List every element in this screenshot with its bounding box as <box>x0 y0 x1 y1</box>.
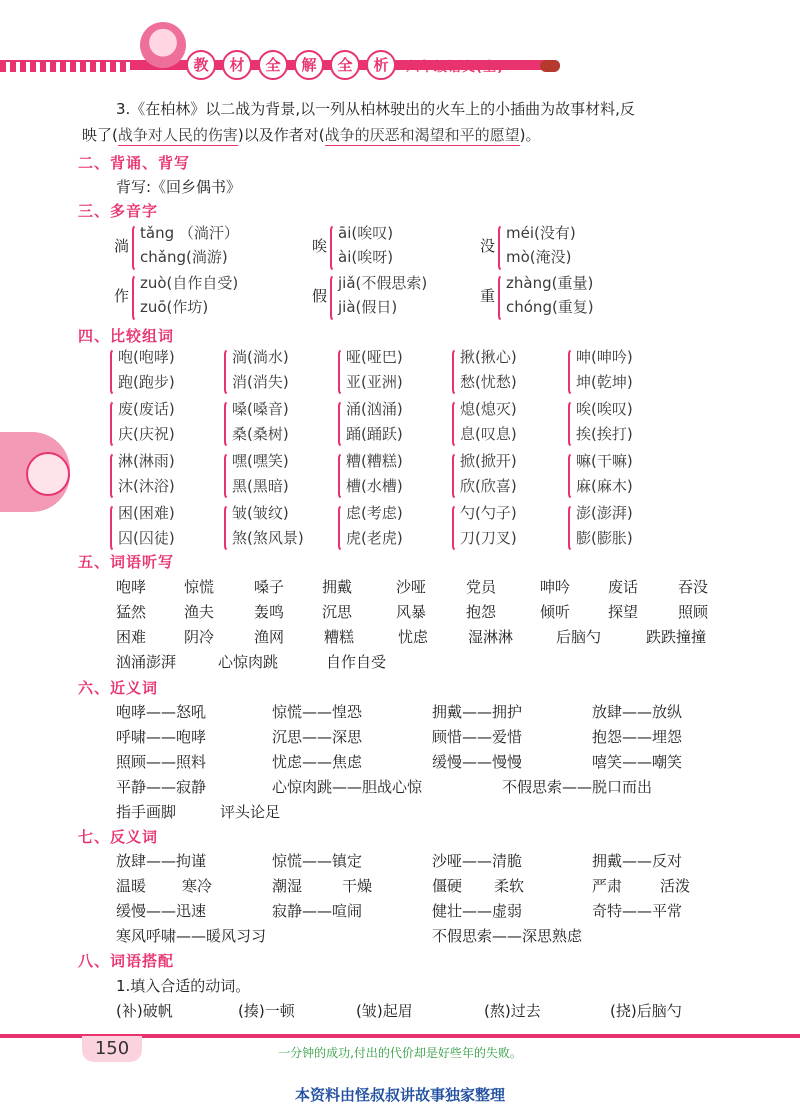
brace <box>338 348 346 396</box>
brace <box>568 348 576 396</box>
brace <box>110 400 118 448</box>
polyphone-char: 重 <box>480 287 496 305</box>
compare-word: 囚(囚徒) <box>118 529 175 547</box>
compare-word: 嘿(嘿笑) <box>232 452 289 470</box>
synonym-pair: 沉思——深思 <box>272 728 363 746</box>
polyphone-char: 淌 <box>114 237 130 255</box>
footer-quote: 一分钟的成功,付出的代价却是好些年的失败。 <box>278 1046 522 1060</box>
brace <box>224 348 232 396</box>
compare-word: 踊(踊跃) <box>346 425 403 443</box>
dictation-word: 猛然 <box>116 603 147 621</box>
section-title-recite: 二、背诵、背写 <box>78 154 191 172</box>
section-title-compare: 四、比较组词 <box>78 327 175 345</box>
dictation-word: 渔网 <box>254 628 285 646</box>
compare-word: 淌(淌水) <box>232 348 289 366</box>
dictation-word: 废话 <box>608 578 639 596</box>
header-dot-pattern <box>0 62 130 72</box>
compare-word: 欣(欣喜) <box>460 477 517 495</box>
brace <box>338 452 346 500</box>
antonym-pair: 柔软 <box>494 877 525 895</box>
collocation-item: (皱)起眉 <box>356 1002 413 1020</box>
compare-word: 沐(沐浴) <box>118 477 175 495</box>
dictation-word: 轰鸣 <box>254 603 285 621</box>
dictation-word: 风暴 <box>396 603 427 621</box>
synonym-pair: 忧虑——焦虑 <box>272 753 363 771</box>
brace <box>452 504 460 552</box>
compare-word: 消(消失) <box>232 373 289 391</box>
antonym-pair: 严肃 <box>592 877 623 895</box>
brace <box>132 274 140 322</box>
compare-word: 庆(庆祝) <box>118 425 175 443</box>
section-title-collocation: 八、词语搭配 <box>78 952 175 970</box>
antonym-pair: 僵硬 <box>432 877 463 895</box>
collocation-item: (揍)一顿 <box>238 1002 295 1020</box>
brace <box>452 348 460 396</box>
dictation-word: 困难 <box>116 628 147 646</box>
page-number: 150 <box>82 1036 142 1062</box>
antonym-pair: 放肆——拘谨 <box>116 852 207 870</box>
polyphone-reading: jià(假日) <box>338 298 398 316</box>
dictation-word: 自作自受 <box>326 653 387 671</box>
mascot-girl-icon <box>140 22 186 68</box>
brace <box>110 504 118 552</box>
compare-word: 坤(乾坤) <box>576 373 633 391</box>
dictation-word: 倾听 <box>540 603 571 621</box>
brace <box>568 400 576 448</box>
polyphone-char: 没 <box>480 237 496 255</box>
compare-word: 煞(煞风景) <box>232 529 304 547</box>
compare-word: 嗓(嗓音) <box>232 400 289 418</box>
dictation-word: 惊慌 <box>184 578 215 596</box>
polyphone-reading: méi(没有) <box>506 224 576 242</box>
synonym-pair: 抱怨——埋怨 <box>592 728 683 746</box>
compare-word: 糟(糟糕) <box>346 452 403 470</box>
title-char: 解 <box>294 50 324 80</box>
compare-word: 膨(膨胀) <box>576 529 633 547</box>
dictation-word: 阴冷 <box>184 628 215 646</box>
compare-word: 黑(黑暗) <box>232 477 289 495</box>
compare-word: 哑(哑巴) <box>346 348 403 366</box>
dictation-word: 忧虑 <box>398 628 429 646</box>
section-title-antonyms: 七、反义词 <box>78 828 159 846</box>
antonym-pair: 健壮——虚弱 <box>432 902 523 920</box>
compare-word: 勺(勺子) <box>460 504 517 522</box>
antonym-pair: 缓慢——迅速 <box>116 902 207 920</box>
dictation-word: 拥戴 <box>322 578 353 596</box>
brace <box>338 400 346 448</box>
compare-word: 咆(咆哮) <box>118 348 175 366</box>
title-char: 全 <box>330 50 360 80</box>
synonym-pair: 平静——寂静 <box>116 778 207 796</box>
dictation-word: 心惊肉跳 <box>218 653 279 671</box>
polyphone-reading: tǎng （淌汗） <box>140 224 239 242</box>
compare-word: 虑(考虑) <box>346 504 403 522</box>
brace <box>224 452 232 500</box>
polyphone-reading: chǎng(淌游) <box>140 248 228 266</box>
dictation-word: 湿淋淋 <box>468 628 514 646</box>
compare-word: 熄(熄灭) <box>460 400 517 418</box>
brace <box>498 224 506 272</box>
synonym-pair: 缓慢——慢慢 <box>432 753 523 771</box>
polyphone-char: 唉 <box>312 237 328 255</box>
compare-word: 麻(麻木) <box>576 477 633 495</box>
recite-text: 背写:《回乡偶书》 <box>116 178 242 196</box>
synonym-pair: 放肆——放纵 <box>592 703 683 721</box>
compare-word: 挨(挨打) <box>576 425 633 443</box>
antonym-pair: 活泼 <box>660 877 691 895</box>
compare-word: 息(叹息) <box>460 425 517 443</box>
pencil-icon <box>540 60 560 72</box>
intro-text: )。 <box>519 126 541 144</box>
compare-word: 跑(跑步) <box>118 373 175 391</box>
brace <box>224 504 232 552</box>
polyphone-char: 作 <box>114 287 130 305</box>
intro-line-2 <box>82 124 540 145</box>
title-char: 材 <box>222 50 252 80</box>
dictation-word: 党员 <box>466 578 497 596</box>
synonym-pair: 评头论足 <box>220 803 281 821</box>
compare-word: 亚(亚洲) <box>346 373 403 391</box>
synonym-pair: 顾惜——爱惜 <box>432 728 523 746</box>
dictation-word: 汹涌澎湃 <box>116 653 177 671</box>
compare-word: 淋(淋雨) <box>118 452 175 470</box>
compare-word: 唉(唉叹) <box>576 400 633 418</box>
compare-word: 刀(刀叉) <box>460 529 517 547</box>
section-title-polyphones: 三、多音字 <box>78 202 159 220</box>
polyphone-reading: āi(唉叹) <box>338 224 394 242</box>
dictation-word: 照顾 <box>678 603 709 621</box>
antonym-pair: 寒风呼啸——暖风习习 <box>116 927 267 945</box>
intro-answer-2: 战争的厌恶和渴望和平的愿望 <box>324 126 520 144</box>
brace <box>452 400 460 448</box>
mascot-face-icon <box>26 452 70 496</box>
polyphone-reading: zhàng(重量) <box>506 274 594 292</box>
antonym-pair: 拥戴——反对 <box>592 852 683 870</box>
dictation-word: 探望 <box>608 603 639 621</box>
brace <box>330 274 338 322</box>
compare-word: 掀(掀开) <box>460 452 517 470</box>
compare-word: 困(困难) <box>118 504 175 522</box>
book-title <box>186 50 396 80</box>
title-char: 析 <box>366 50 396 80</box>
compare-word: 虎(老虎) <box>346 529 403 547</box>
polyphone-reading: mò(淹没) <box>506 248 572 266</box>
compare-word: 桑(桑树) <box>232 425 289 443</box>
compare-word: 皱(皱纹) <box>232 504 289 522</box>
dictation-word: 跌跌撞撞 <box>646 628 707 646</box>
brace <box>338 504 346 552</box>
polyphone-reading: chóng(重复) <box>506 298 594 316</box>
polyphone-reading: jiǎ(不假思索) <box>338 274 428 292</box>
brace <box>568 452 576 500</box>
synonym-pair: 不假思索——脱口而出 <box>502 778 653 796</box>
dictation-word: 吞没 <box>678 578 709 596</box>
antonym-pair: 奇特——平常 <box>592 902 683 920</box>
intro-answer-1: 战争对人民的伤害 <box>117 126 238 144</box>
title-char: 全 <box>258 50 288 80</box>
synonym-pair: 呼啸——咆哮 <box>116 728 207 746</box>
synonym-pair: 拥戴——拥护 <box>432 703 523 721</box>
dictation-word: 嗓子 <box>254 578 285 596</box>
antonym-pair: 潮湿 <box>272 877 303 895</box>
brace <box>330 224 338 272</box>
intro-text: 映了( <box>82 126 118 144</box>
compare-word: 槽(水槽) <box>346 477 403 495</box>
antonym-pair: 干燥 <box>342 877 373 895</box>
polyphone-reading: zuō(作坊) <box>140 298 209 316</box>
dictation-word: 糟糕 <box>324 628 355 646</box>
intro-line-1: 3.《在柏林》以二战为背景,以一列从柏林驶出的火车上的小插曲为故事材料,反 <box>116 100 635 118</box>
dictation-word: 后脑勺 <box>556 628 602 646</box>
polyphone-char: 假 <box>312 287 328 305</box>
compare-word: 废(废话) <box>118 400 175 418</box>
collocation-item: (挠)后脑勺 <box>610 1002 682 1020</box>
brace <box>132 224 140 272</box>
antonym-pair: 温暖 <box>116 877 147 895</box>
antonym-pair: 惊慌——镇定 <box>272 852 363 870</box>
grade-label: 六年级语文(上) <box>406 60 504 75</box>
collocation-item: (熬)过去 <box>484 1002 541 1020</box>
section-title-synonyms: 六、近义词 <box>78 679 159 697</box>
compare-word: 揪(揪心) <box>460 348 517 366</box>
antonym-pair: 寒冷 <box>182 877 213 895</box>
dictation-word: 呻吟 <box>540 578 571 596</box>
source-note: 本资料由怪叔叔讲故事独家整理 <box>294 1086 505 1104</box>
intro-text: )以及作者对( <box>237 126 325 144</box>
title-char: 教 <box>186 50 216 80</box>
dictation-word: 咆哮 <box>116 578 147 596</box>
antonym-pair: 沙哑——清脆 <box>432 852 523 870</box>
compare-word: 澎(澎湃) <box>576 504 633 522</box>
brace <box>498 274 506 322</box>
brace <box>452 452 460 500</box>
brace <box>110 348 118 396</box>
compare-word: 呻(呻吟) <box>576 348 633 366</box>
brace <box>110 452 118 500</box>
polyphone-reading: zuò(自作自受) <box>140 274 239 292</box>
compare-word: 涌(汹涌) <box>346 400 403 418</box>
collocation-item: (补)破帆 <box>116 1002 173 1020</box>
antonym-pair: 寂静——喧闹 <box>272 902 363 920</box>
compare-word: 嘛(干嘛) <box>576 452 633 470</box>
synonym-pair: 指手画脚 <box>116 803 177 821</box>
synonym-pair: 心惊肉跳——胆战心惊 <box>272 778 423 796</box>
polyphone-reading: ài(唉呀) <box>338 248 394 266</box>
brace <box>568 504 576 552</box>
synonym-pair: 嘻笑——嘲笑 <box>592 753 683 771</box>
compare-word: 愁(忧愁) <box>460 373 517 391</box>
dictation-word: 渔夫 <box>184 603 215 621</box>
antonym-pair: 不假思索——深思熟虑 <box>432 927 583 945</box>
dictation-word: 沙哑 <box>396 578 427 596</box>
synonym-pair: 惊慌——惶恐 <box>272 703 363 721</box>
synonym-pair: 照顾——照料 <box>116 753 207 771</box>
brace <box>224 400 232 448</box>
dictation-word: 抱怨 <box>466 603 497 621</box>
collocation-intro: 1.填入合适的动词。 <box>116 977 251 995</box>
section-title-dictation: 五、词语听写 <box>78 553 175 571</box>
synonym-pair: 咆哮——怒吼 <box>116 703 207 721</box>
dictation-word: 沉思 <box>322 603 353 621</box>
